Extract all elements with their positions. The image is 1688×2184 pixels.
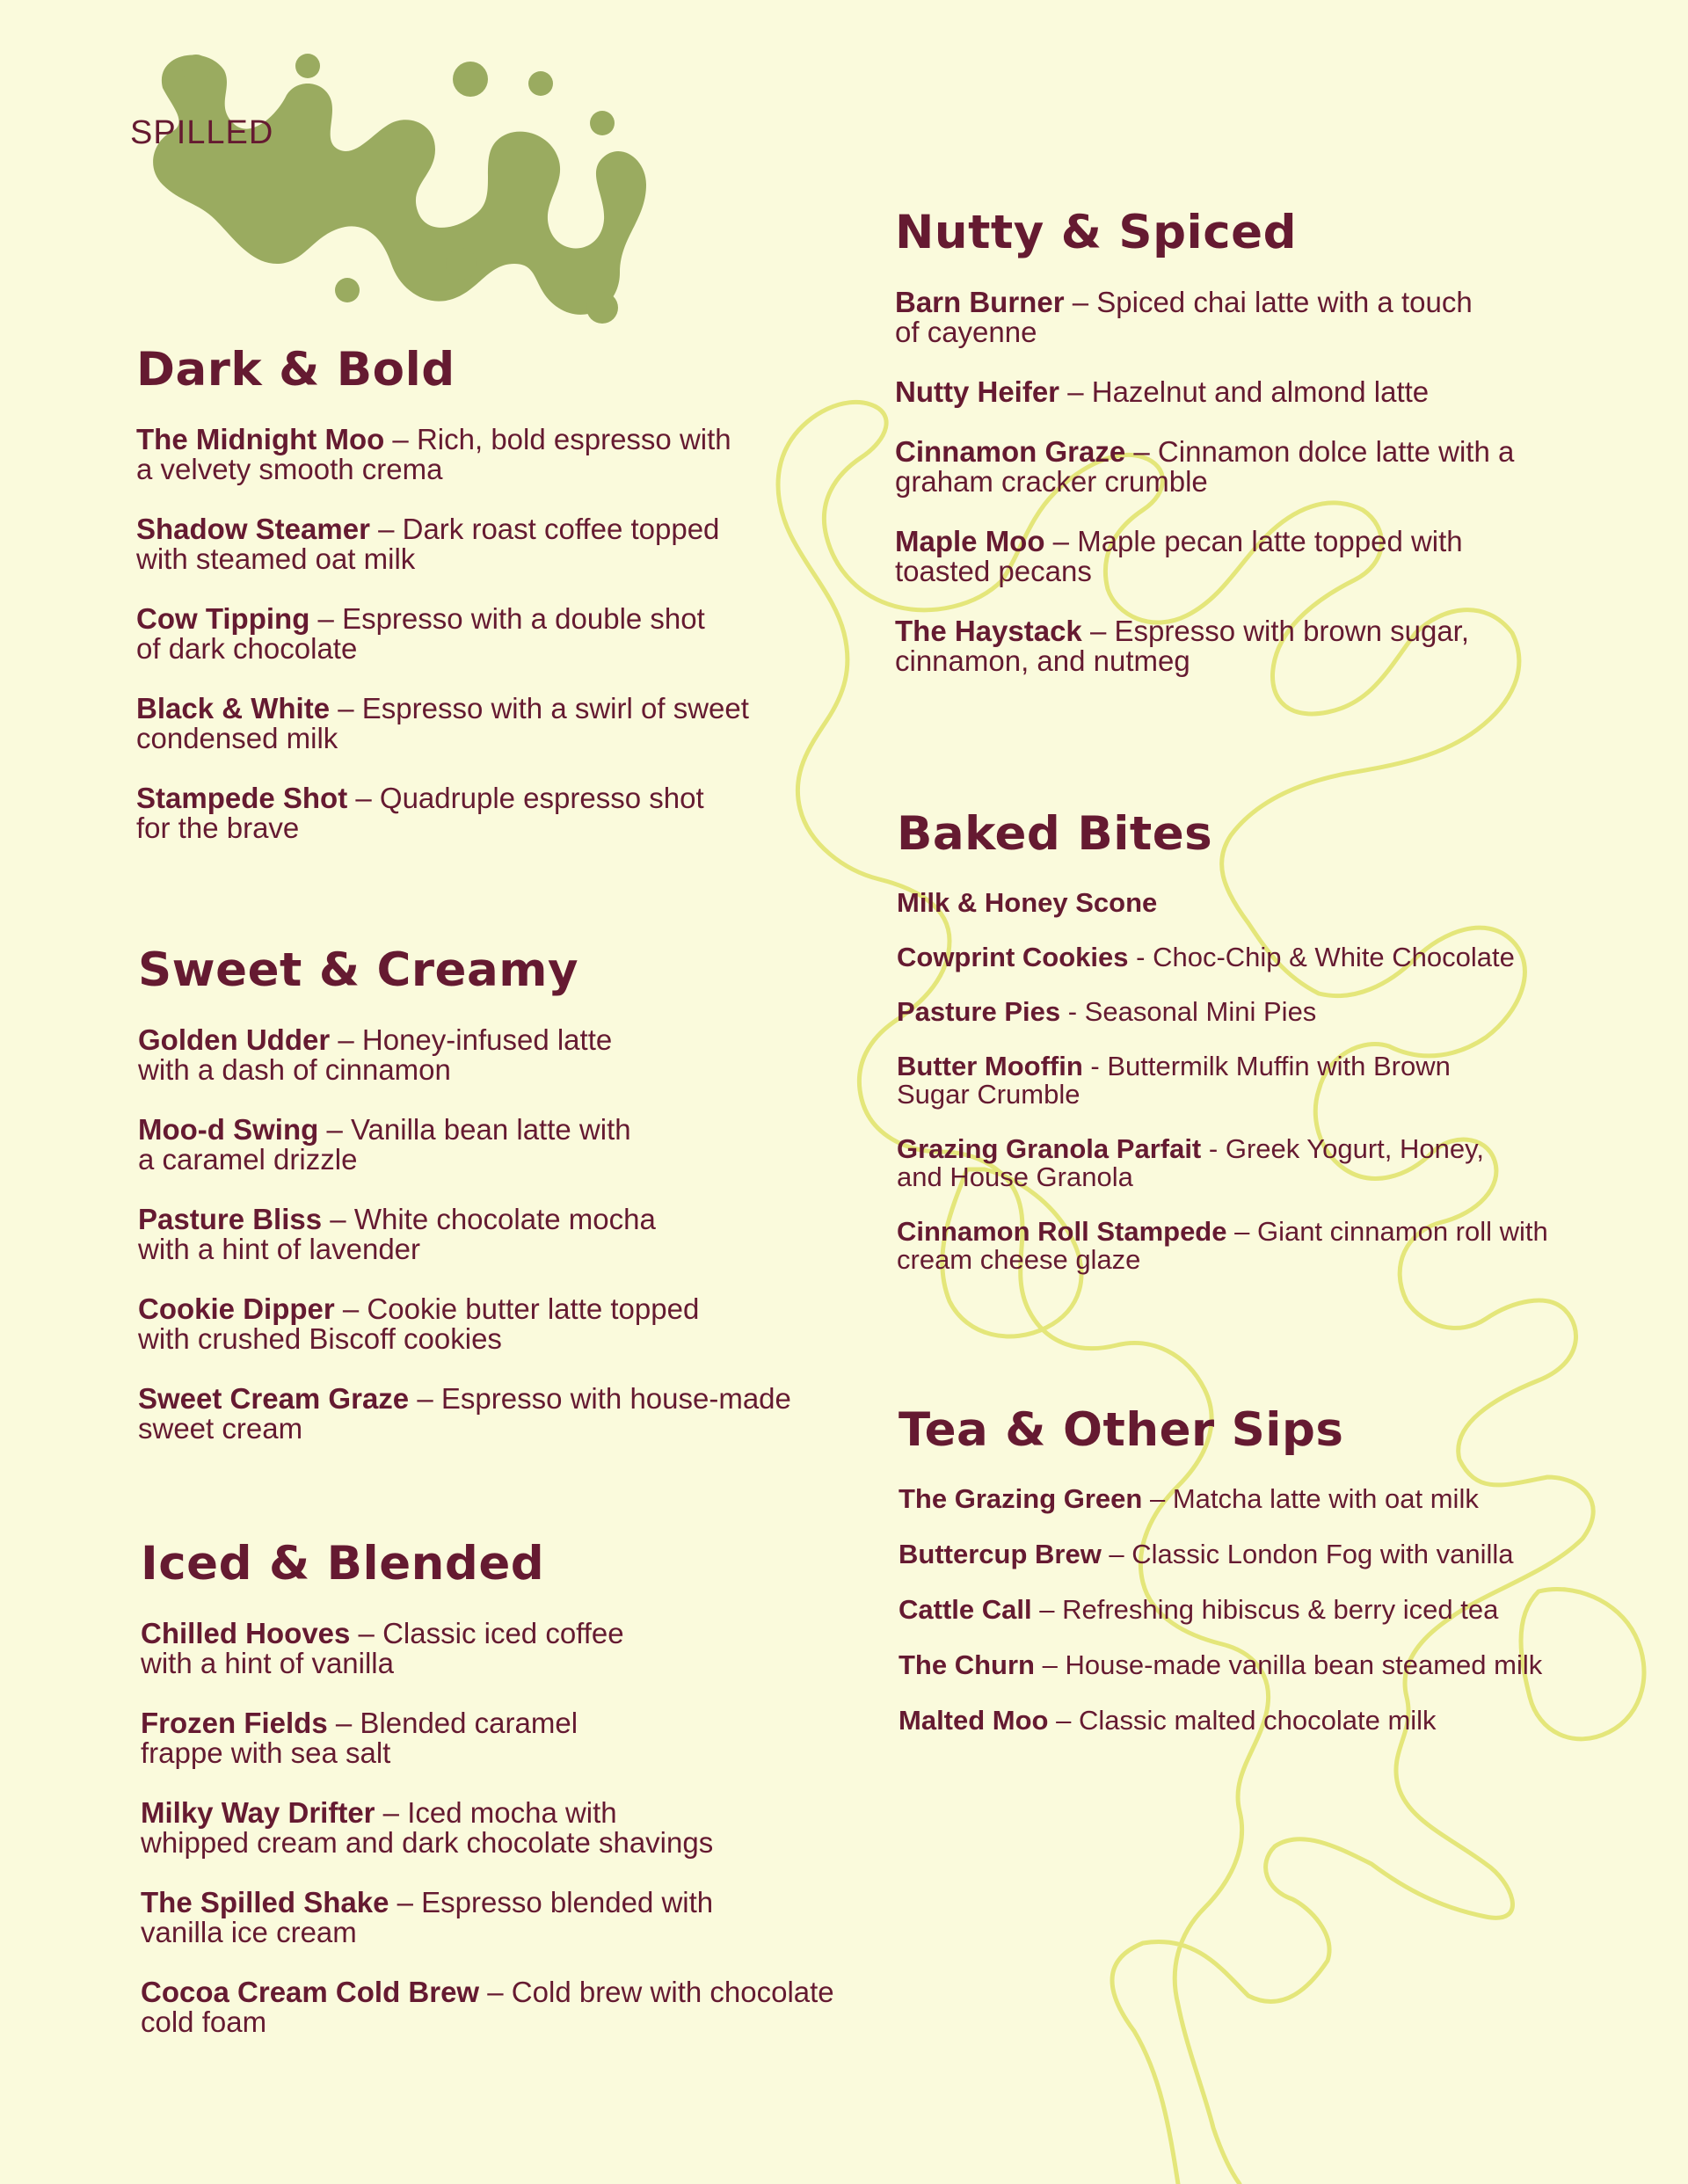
item-description-cont: toasted pecans	[895, 555, 1092, 587]
section-title: Dark & Bold	[136, 343, 455, 397]
item-description-cont: of dark chocolate	[136, 632, 358, 665]
item-name: Cinnamon Roll Stampede	[897, 1216, 1227, 1247]
menu-item	[895, 527, 1598, 586]
menu-item	[138, 1205, 859, 1264]
item-description-cont: with steamed oat milk	[136, 542, 416, 575]
item-name: Black & White	[136, 692, 331, 724]
item-separator: –	[1142, 1483, 1173, 1514]
item-separator: –	[318, 1113, 351, 1146]
item-description-cont: frappe with sea salt	[141, 1736, 391, 1769]
section-dark-bold	[136, 343, 840, 873]
menu-item	[899, 1651, 1655, 1679]
item-name: Buttercup Brew	[899, 1539, 1102, 1569]
item-description-cont: Sugar Crumble	[897, 1079, 1080, 1110]
item-description: Espresso with house-made	[440, 1382, 791, 1415]
menu-item	[897, 998, 1635, 1026]
menu-item	[897, 1052, 1635, 1109]
item-description: Giant cinnamon roll with	[1256, 1216, 1548, 1247]
menu-list	[138, 1025, 859, 1444]
menu-item	[899, 1485, 1655, 1513]
item-name: Cowprint Cookies	[897, 942, 1129, 972]
menu-item	[895, 288, 1598, 347]
item-description: Classic iced coffee	[382, 1617, 624, 1649]
menu-item	[141, 1977, 897, 2037]
item-separator: -	[1128, 942, 1153, 972]
item-separator: –	[479, 1976, 512, 2008]
menu-list	[895, 288, 1598, 676]
item-separator: –	[1226, 1216, 1257, 1247]
item-separator: –	[322, 1203, 354, 1235]
item-name: The Haystack	[895, 615, 1082, 647]
item-name: Butter Mooffin	[897, 1051, 1083, 1081]
item-name: The Churn	[899, 1649, 1035, 1680]
item-separator: –	[350, 1617, 383, 1649]
item-description-cont: a velvety smooth crema	[136, 453, 443, 485]
menu-item	[895, 616, 1598, 676]
item-description-cont: for the brave	[136, 812, 300, 844]
item-description: Iced mocha with	[407, 1796, 617, 1829]
menu-item	[141, 1798, 897, 1858]
item-name: Maple Moo	[895, 525, 1045, 557]
item-name: Frozen Fields	[141, 1707, 328, 1739]
item-description-cont: with crushed Biscoff cookies	[138, 1322, 502, 1355]
menu-list	[136, 425, 840, 843]
item-separator: –	[409, 1382, 441, 1415]
item-name: Milk & Honey Scone	[897, 887, 1158, 918]
item-description: Espresso with brown sugar,	[1114, 615, 1470, 647]
menu-item	[136, 425, 840, 484]
item-separator: –	[1031, 1594, 1063, 1625]
item-name: Barn Burner	[895, 286, 1065, 318]
item-description: Cookie butter latte topped	[367, 1292, 700, 1325]
item-separator: –	[1044, 525, 1078, 557]
item-separator: –	[1048, 1705, 1079, 1736]
item-name: Cattle Call	[899, 1594, 1032, 1625]
item-description-cont: and House Granola	[897, 1161, 1133, 1192]
item-description: Espresso with a swirl of sweet	[361, 692, 749, 724]
section-baked-bites	[897, 807, 1635, 1300]
item-name: Nutty Heifer	[895, 375, 1060, 408]
menu-item	[895, 377, 1598, 407]
item-name: The Grazing Green	[899, 1483, 1143, 1514]
item-name: The Midnight Moo	[136, 423, 385, 455]
item-separator: –	[330, 1023, 362, 1056]
item-name: The Spilled Shake	[141, 1886, 389, 1918]
item-description: Espresso with a double shot	[342, 602, 705, 635]
menu-item	[141, 1888, 897, 1947]
item-description: Matcha latte with oat milk	[1172, 1483, 1479, 1514]
item-separator: -	[1201, 1133, 1226, 1164]
item-description-cont: a caramel drizzle	[138, 1143, 358, 1176]
menu-item	[136, 783, 840, 843]
item-name: Chilled Hooves	[141, 1617, 351, 1649]
item-description-cont: with a hint of lavender	[138, 1233, 421, 1265]
item-description: White chocolate mocha	[353, 1203, 656, 1235]
section-title: Iced & Blended	[141, 1537, 545, 1591]
menu-item	[138, 1025, 859, 1085]
item-separator: –	[375, 1796, 408, 1829]
item-description: Buttermilk Muffin with Brown	[1107, 1051, 1451, 1081]
item-description: Maple pecan latte topped with	[1077, 525, 1463, 557]
item-separator: –	[1125, 435, 1158, 468]
item-separator: –	[1059, 375, 1092, 408]
item-separator: –	[384, 423, 417, 455]
item-name: Golden Udder	[138, 1023, 331, 1056]
menu-item	[136, 694, 840, 753]
item-description: Greek Yogurt, Honey,	[1225, 1133, 1484, 1164]
item-description: Dark roast coffee topped	[402, 513, 720, 545]
item-description: Blended caramel	[360, 1707, 578, 1739]
item-separator: –	[389, 1886, 422, 1918]
item-name: Pasture Bliss	[138, 1203, 323, 1235]
item-separator: –	[309, 602, 343, 635]
item-description-cont: of cayenne	[895, 316, 1037, 348]
menu-list	[899, 1485, 1655, 1735]
item-description: Classic London Fog with vanilla	[1131, 1539, 1514, 1569]
section-sweet-creamy	[138, 943, 859, 1474]
section-nutty-spiced	[895, 206, 1598, 706]
menu-item	[138, 1384, 859, 1444]
menu-item	[141, 1619, 897, 1678]
item-description: House-made vanilla bean steamed milk	[1065, 1649, 1543, 1680]
item-description-cont: with a hint of vanilla	[141, 1647, 394, 1679]
item-description-cont: with a dash of cinnamon	[138, 1053, 451, 1086]
item-description-cont: cold foam	[141, 2006, 267, 2038]
menu-list	[141, 1619, 897, 2037]
item-name: Malted Moo	[899, 1705, 1049, 1736]
item-description: Cinnamon dolce latte with a	[1157, 435, 1515, 468]
menu-item	[141, 1708, 897, 1768]
menu-item	[897, 943, 1635, 972]
menu-item	[136, 604, 840, 664]
item-description-cont: whipped cream and dark chocolate shavings	[141, 1826, 714, 1859]
item-name: Pasture Pies	[897, 996, 1061, 1027]
item-description: Hazelnut and almond latte	[1091, 375, 1430, 408]
milk-splash-logo	[127, 44, 673, 334]
item-description: Espresso blended with	[421, 1886, 714, 1918]
menu-item	[138, 1115, 859, 1175]
item-separator: –	[330, 692, 362, 724]
brand-name: SPILLED	[130, 114, 274, 151]
menu-item	[136, 514, 840, 574]
menu-item	[897, 1218, 1635, 1274]
menu-item	[899, 1596, 1655, 1624]
item-separator: –	[327, 1707, 360, 1739]
menu-item	[897, 889, 1635, 917]
item-name: Shadow Steamer	[136, 513, 370, 545]
item-separator: –	[334, 1292, 367, 1325]
menu-item	[138, 1294, 859, 1354]
item-description: Spiced chai latte with a touch	[1096, 286, 1473, 318]
item-description-cont: graham cracker crumble	[895, 465, 1208, 498]
section-title: Tea & Other Sips	[899, 1403, 1344, 1457]
item-separator: –	[1081, 615, 1115, 647]
menu-item	[897, 1135, 1635, 1191]
item-name: Grazing Granola Parfait	[897, 1133, 1202, 1164]
section-title: Baked Bites	[897, 807, 1213, 861]
section-iced-blended	[141, 1537, 897, 2067]
item-description: Refreshing hibiscus & berry iced tea	[1062, 1594, 1499, 1625]
item-description: Vanilla bean latte with	[351, 1113, 631, 1146]
item-separator: –	[347, 782, 380, 814]
menu-item	[895, 437, 1598, 497]
item-separator: -	[1082, 1051, 1108, 1081]
item-description-cont: vanilla ice cream	[141, 1916, 357, 1948]
section-tea-sips	[899, 1403, 1655, 1762]
item-description-cont: cream cheese glaze	[897, 1244, 1141, 1275]
item-name: Sweet Cream Graze	[138, 1382, 410, 1415]
item-description: Classic malted chocolate milk	[1078, 1705, 1437, 1736]
item-name: Cookie Dipper	[138, 1292, 335, 1325]
menu-list	[897, 889, 1635, 1274]
item-description-cont: condensed milk	[136, 722, 338, 754]
item-separator: –	[1035, 1649, 1066, 1680]
item-name: Moo-d Swing	[138, 1113, 319, 1146]
item-separator: –	[369, 513, 403, 545]
item-description: Honey-infused latte	[361, 1023, 613, 1056]
menu-item	[899, 1540, 1655, 1569]
item-name: Cow Tipping	[136, 602, 310, 635]
item-name: Stampede Shot	[136, 782, 348, 814]
item-description: Rich, bold espresso with	[416, 423, 731, 455]
item-name: Cocoa Cream Cold Brew	[141, 1976, 480, 2008]
item-name: Cinnamon Graze	[895, 435, 1126, 468]
section-title: Nutty & Spiced	[895, 206, 1298, 259]
item-description: Choc-Chip & White Chocolate	[1153, 942, 1515, 972]
item-description: Quadruple espresso shot	[379, 782, 704, 814]
item-description: Cold brew with chocolate	[511, 1976, 834, 2008]
item-name: Milky Way Drifter	[141, 1796, 375, 1829]
item-separator: –	[1064, 286, 1097, 318]
item-description: Seasonal Mini Pies	[1084, 996, 1317, 1027]
menu-item	[899, 1707, 1655, 1735]
item-separator: –	[1101, 1539, 1132, 1569]
item-separator: -	[1060, 996, 1085, 1027]
section-title: Sweet & Creamy	[138, 943, 579, 997]
item-description-cont: cinnamon, and nutmeg	[895, 644, 1190, 677]
item-description-cont: sweet cream	[138, 1412, 303, 1445]
